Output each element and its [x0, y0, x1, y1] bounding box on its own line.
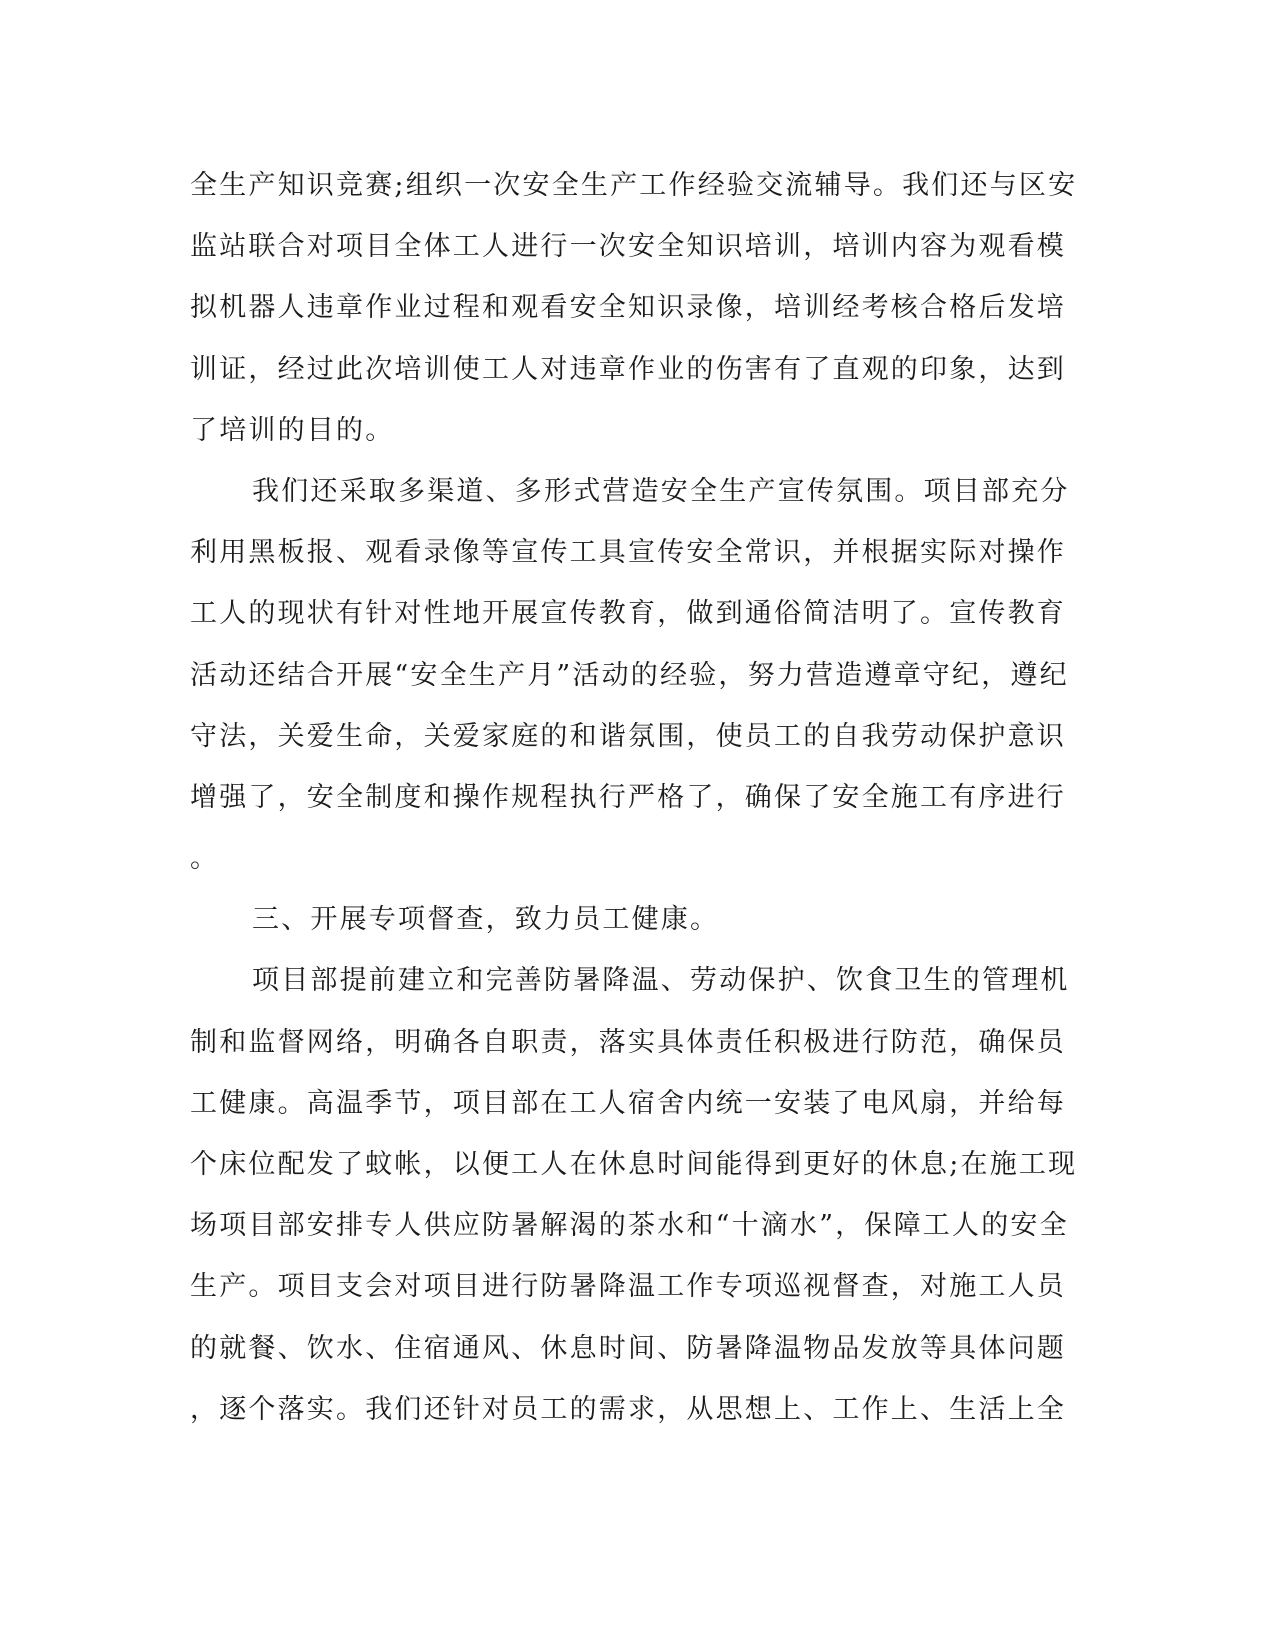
section-heading: 三、开展专项督查，致力员工健康。	[252, 904, 720, 936]
text-line: 拟机器人违章作业过程和观看安全知识录像，培训经考核合格后发培	[190, 292, 1066, 324]
text-line: 。	[190, 843, 220, 875]
text-line: 工人的现状有针对性地开展宣传教育，做到通俗简洁明了。宣传教育	[190, 598, 1066, 630]
text-line: 我们还采取多渠道、多形式营造安全生产宣传氛围。项目部充分	[252, 475, 1070, 507]
text-line: 守法，关爱生命，关爱家庭的和谐氛围，使员工的自我劳动保护意识	[190, 720, 1066, 752]
text-line: 的就餐、饮水、住宿通风、休息时间、防暑降温物品发放等具体问题	[190, 1332, 1066, 1364]
text-line: 全生产知识竞赛;组织一次安全生产工作经验交流辅导。我们还与区安	[190, 170, 1078, 201]
text-line: 个床位配发了蚊帐，以便工人在休息时间能得到更好的休息;在施工现	[190, 1149, 1078, 1180]
text-line: 生产。项目支会对项目进行防暑降温工作专项巡视督查，对施工人员	[190, 1271, 1066, 1303]
document-body	[190, 155, 1090, 1440]
text-line: 利用黑板报、观看录像等宣传工具宣传安全常识，并根据实际对操作	[190, 537, 1066, 569]
text-line: 活动还结合开展“安全生产月”活动的经验，努力营造遵章守纪，遵纪	[190, 659, 1069, 691]
text-line: 监站联合对项目全体工人进行一次安全知识培训，培训内容为观看模	[190, 231, 1066, 263]
text-line: 工健康。高温季节，项目部在工人宿舍内统一安装了电风扇，并给每	[190, 1087, 1066, 1119]
text-line: 增强了，安全制度和操作规程执行严格了，确保了安全施工有序进行	[190, 781, 1066, 813]
text-line: 场项目部安排专人供应防暑解渴的茶水和“十滴水”，保障工人的安全	[190, 1210, 1069, 1242]
text-line: ，逐个落实。我们还针对员工的需求，从思想上、工作上、生活上全	[190, 1393, 1066, 1425]
text-line: 了培训的目的。	[190, 414, 395, 446]
text-line: 训证，经过此次培训使工人对违章作业的伤害有了直观的印象，达到	[190, 353, 1066, 385]
text-line: 项目部提前建立和完善防暑降温、劳动保护、饮食卫生的管理机	[252, 965, 1070, 997]
text-line: 制和监督网络，明确各自职责，落实具体责任积极进行防范，确保员	[190, 1026, 1066, 1058]
